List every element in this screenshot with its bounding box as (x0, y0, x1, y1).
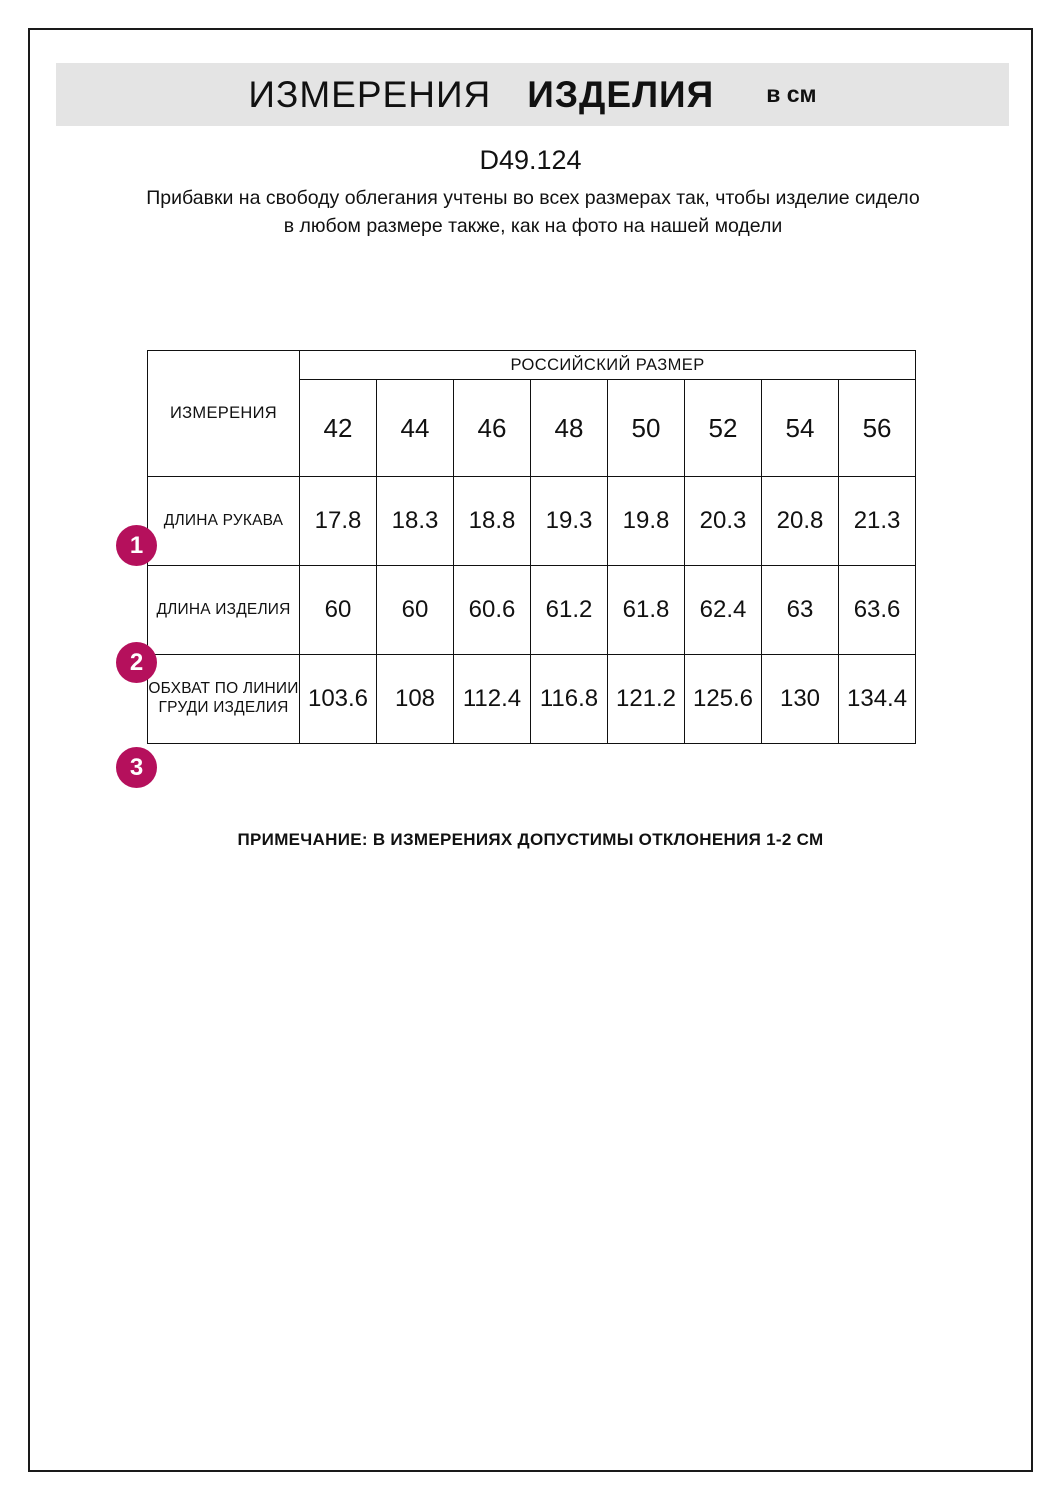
row-label-product-length: ДЛИНА ИЗДЕЛИЯ (148, 566, 300, 655)
document-page (28, 28, 1033, 1472)
document-content (30, 30, 1031, 1470)
cell-sleeve-48: 19.3 (531, 477, 608, 566)
cell-length-54: 63 (762, 566, 839, 655)
cell-sleeve-56: 21.3 (839, 477, 916, 566)
cell-sleeve-54: 20.8 (762, 477, 839, 566)
size-header-46: 46 (454, 380, 531, 477)
article-code: D49.124 (479, 145, 582, 175)
cell-length-42: 60 (300, 566, 377, 655)
cell-chest-48: 116.8 (531, 655, 608, 744)
cell-chest-42: 103.6 (300, 655, 377, 744)
size-header-44: 44 (377, 380, 454, 477)
table-row (148, 566, 916, 655)
size-header-56: 56 (839, 380, 916, 477)
table-row (148, 655, 916, 744)
cell-sleeve-44: 18.3 (377, 477, 454, 566)
marker-badge-1: 1 (116, 525, 157, 566)
cell-chest-44: 108 (377, 655, 454, 744)
cell-length-48: 61.2 (531, 566, 608, 655)
size-table-wrapper (147, 350, 915, 744)
size-table (147, 350, 916, 744)
cell-length-52: 62.4 (685, 566, 762, 655)
title-band (56, 63, 1009, 126)
cell-chest-46: 112.4 (454, 655, 531, 744)
cell-sleeve-50: 19.8 (608, 477, 685, 566)
size-header-54: 54 (762, 380, 839, 477)
row-label-sleeve-length: ДЛИНА РУКАВА (148, 477, 300, 566)
table-row (148, 477, 916, 566)
cell-length-56: 63.6 (839, 566, 916, 655)
marker-badge-2: 2 (116, 642, 157, 683)
title-measurements: ИЗМЕРЕНИЯ (248, 73, 492, 115)
size-header-52: 52 (685, 380, 762, 477)
marker-badge-3: 3 (116, 747, 157, 788)
cell-sleeve-42: 17.8 (300, 477, 377, 566)
header-measurements: ИЗМЕРЕНИЯ (148, 351, 300, 477)
cell-length-46: 60.6 (454, 566, 531, 655)
article-description: Прибавки на свободу облегания учтены во всех размерах так, чтобы изделие сидело в любом размере также, как на фото на нашей модели (146, 187, 920, 237)
footer-note: ПРИМЕЧАНИЕ: В ИЗМЕРЕНИЯХ ДОПУСТИМЫ ОТКЛОНЕНИЯ 1-2 СМ (237, 830, 824, 849)
size-header-48: 48 (531, 380, 608, 477)
cell-sleeve-46: 18.8 (454, 477, 531, 566)
title-unit: в см (766, 81, 817, 107)
cell-length-50: 61.8 (608, 566, 685, 655)
header-russian-size: РОССИЙСКИЙ РАЗМЕР (300, 351, 916, 380)
cell-chest-56: 134.4 (839, 655, 916, 744)
title-product: ИЗДЕЛИЯ (527, 73, 715, 115)
row-label-chest-girth: ОБХВАТ ПО ЛИНИИ ГРУДИ ИЗДЕЛИЯ (148, 655, 300, 744)
cell-chest-54: 130 (762, 655, 839, 744)
cell-chest-52: 125.6 (685, 655, 762, 744)
size-header-50: 50 (608, 380, 685, 477)
cell-sleeve-52: 20.3 (685, 477, 762, 566)
cell-chest-50: 121.2 (608, 655, 685, 744)
cell-length-44: 60 (377, 566, 454, 655)
size-header-42: 42 (300, 380, 377, 477)
table-header-group-row (148, 351, 916, 380)
